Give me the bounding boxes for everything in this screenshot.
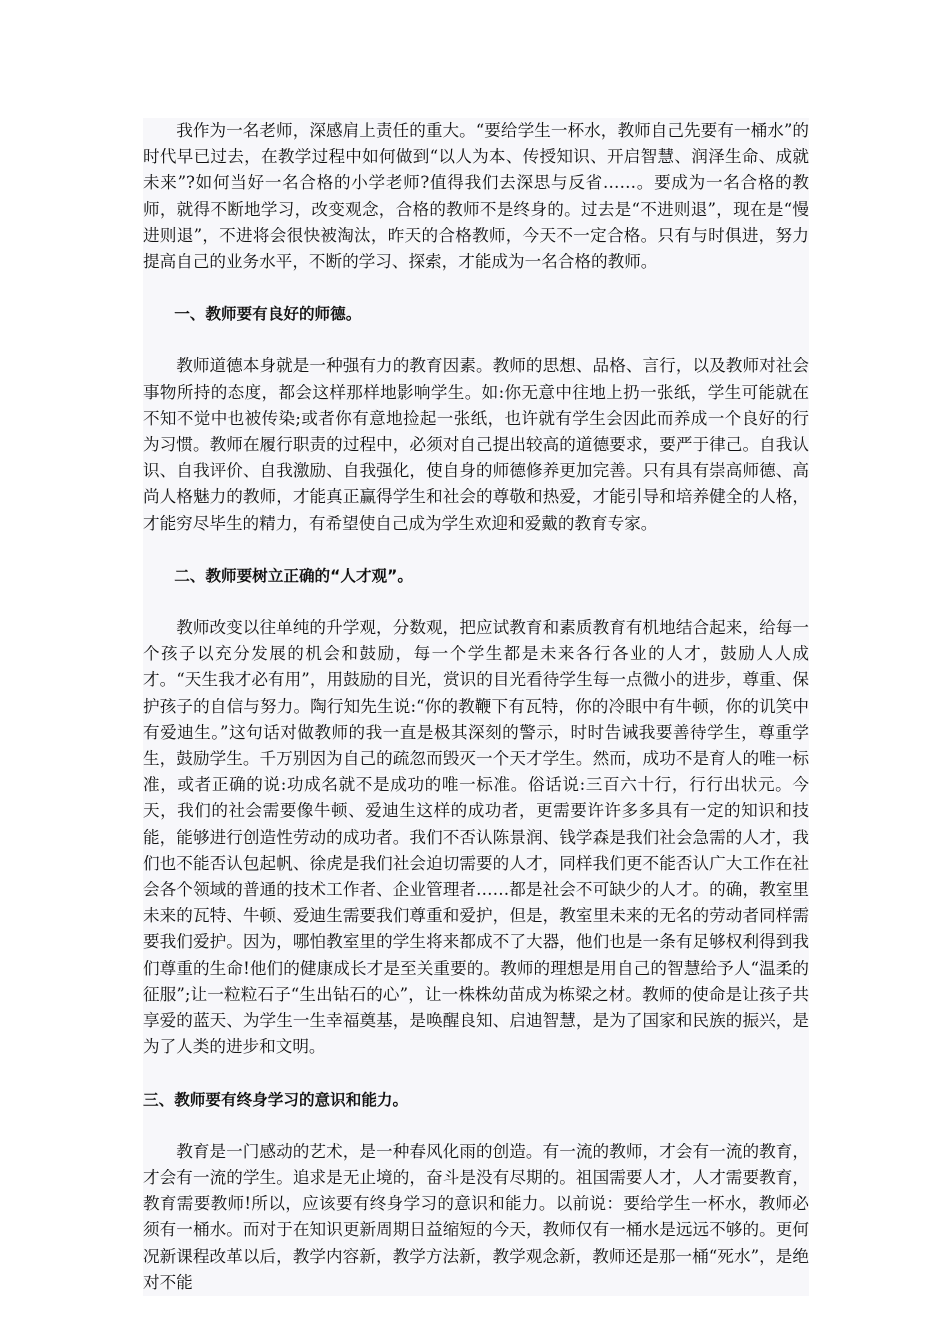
section-2-body: 教师改变以往单纯的升学观，分数观，把应试教育和素质教育有机地结合起来，给每一个孩子以充分发展的机会和鼓励，每一个学生都是未来各行各业的人才，鼓励人人成才。“天生我才必有用”，用鼓励的目光，赏识的目光看待学生每一点微小的进步，尊重、保护孩子的自信与努力。陶行知先生说:“你的教鞭下有瓦特，你的冷眼中有牛顿，你的讥笑中有爱迪生。”这句话对做教师的我一直是极其深刻的警示，时时告诫我要善待学生，尊重学生，鼓励学生。千万别因为自己的疏忽而毁灭一个天才学生。然而，成功不是育人的唯一标准，或者正确的说:功成名就不是成功的唯一标准。俗话说:三百六十行，行行出状元。今天，我们的社会需要像牛顿、爱迪生这样的成功者，更需要许许多多具有一定的知识和技能，能够进行创造性劳动的成功者。我们不否认陈景润、钱学森是我们社会急需的人才，我们也不能否认包起帆、徐虎是我们社会迫切需要的人才，同样我们更不能否认广大工作在社会各个领域的普通的技术工作者、企业管理者……都是社会不可缺少的人才。的确，教室里未来的瓦特、牛顿、爱迪生需要我们尊重和爱护，但是，教室里未来的无名的劳动者同样需要我们爱护。因为，哪怕教室里的学生将来都成不了大器，他们也是一条有足够权利得到我们尊重的生命!他们的健康成长才是至关重要的。教师的理想是用自己的智慧给予人“温柔的征服”;让一粒粒石子“生出钻石的心”，让一株株幼苗成为栋梁之材。教师的使命是让孩子共享爱的蓝天、为学生一生幸福奠基，是唤醒良知、启迪智慧，是为了国家和民族的振兴，是为了人类的进步和文明。	[143, 618, 809, 1057]
spacer	[143, 327, 809, 353]
section-3-heading: 三、教师要有终身学习的意识和能力。	[143, 1090, 409, 1109]
intro-paragraph: 我作为一名老师，深感肩上责任的重大。“要给学生一杯水，教师自己先要有一桶水”的时代早已过去，在教学过程中如何做到“以人为本、传授知识、开启智慧、润泽生命、成就未来”?如何当好一名合格的小学老师?值得我们去深思与反省……。要成为一名合格的教师，就得不断地学习，改变观念，合格的教师不是终身的。过去是“不进则退”，现在是“慢进则退”，不进将会很快被淘汰，昨天的合格教师，今天不一定合格。只有与时俱进，努力提高自己的业务水平，不断的学习、探索，才能成为一名合格的教师。	[143, 121, 809, 272]
spacer	[143, 275, 809, 301]
spacer	[143, 589, 809, 615]
section-2-heading: 二、教师要树立正确的“人才观”。	[174, 566, 413, 585]
spacer	[143, 1113, 809, 1139]
spacer	[143, 1061, 809, 1087]
document-body	[143, 118, 809, 1296]
section-1-heading: 一、教师要有良好的师德。	[174, 305, 362, 324]
spacer	[143, 537, 809, 563]
section-3-body: 教育是一门感动的艺术，是一种春风化雨的创造。有一流的教师，才会有一流的教育，才会有一流的学生。追求是无止境的，奋斗是没有尽期的。祖国需要人才，人才需要教育，教育需要教师!所以，应该要有终身学习的意识和能力。以前说：要给学生一杯水，教师必须有一桶水。而对于在知识更新周期日益缩短的今天，教师仅有一桶水是远远不够的。更何况新课程改革以后，教学内容新，教学方法新，教学观念新，教师还是那一桶“死水”，是绝对不能	[143, 1141, 809, 1292]
section-1-body: 教师道德本身就是一种强有力的教育因素。教师的思想、品格、言行，以及教师对社会事物所持的态度，都会这样那样地影响学生。如:你无意中往地上扔一张纸，学生可能就在不知不觉中也被传染;或者你有意地捡起一张纸，也许就有学生会因此而养成一个良好的行为习惯。教师在履行职责的过程中，必须对自己提出较高的道德要求，要严于律己。自我认识、自我评价、自我激励、自我强化，使自身的师德修养更加完善。只有具有崇高师德、高尚人格魅力的教师，才能真正赢得学生和社会的尊敬和热爱，才能引导和培养健全的人格，才能穷尽毕生的精力，有希望使自己成为学生欢迎和爱戴的教育专家。	[143, 356, 809, 533]
